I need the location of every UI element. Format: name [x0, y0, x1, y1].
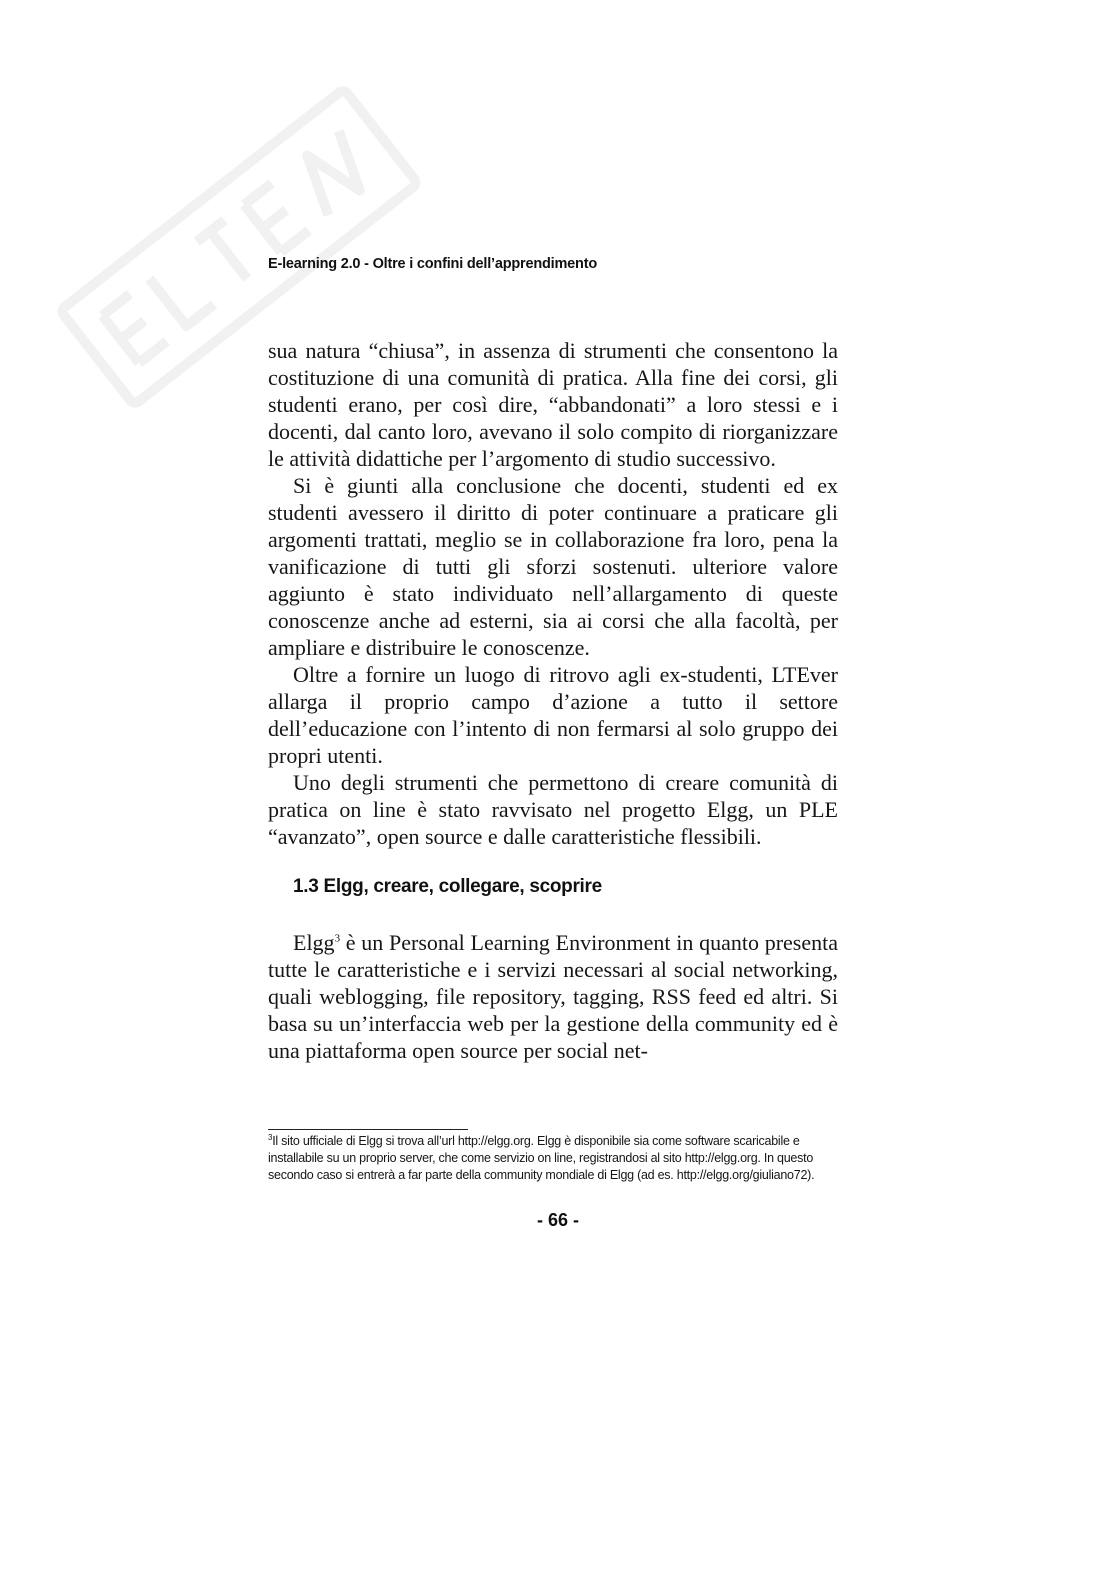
paragraph — [268, 929, 838, 1064]
paragraph: Uno degli strumenti che permettono di creare comunità di pratica on line è stato ravvisato nel progetto Elgg, un PLE “avanzato”, open source e dalle caratteristiche flessibili. — [268, 770, 838, 849]
page-number: - 66 - — [536, 1210, 579, 1230]
footnote-marker: 3 — [268, 1132, 273, 1142]
section-heading: 1.3 Elgg, creare, collegare, scoprire — [293, 876, 602, 897]
running-head: E-learning 2.0 - Oltre i confini dell’apprendimento — [268, 256, 597, 272]
section-body — [268, 929, 838, 1064]
footnote-reference: 3 — [334, 932, 341, 945]
paragraph-rest: è un Personal Learning Environment in quanto presenta tutte le caratteristiche e i servizi necessari al social networking, quali weblogging, file repository, tagging, RSS feed ed altri. Si basa su un’interfaccia web per la gestione della community ed è una piattaforma open source per social net- — [268, 930, 838, 1063]
paragraph: Oltre a fornire un luogo di ritrovo agli ex-studenti, LTEver allarga il proprio campo d’azione a tutto il settore dell’educazione con l’intento di non fermarsi al solo gruppo dei propri utenti. — [268, 662, 838, 768]
paragraph-lead: Elgg — [293, 930, 335, 955]
paragraph: Si è giunti alla conclusione che docenti, studenti ed ex studenti avessero il diritto di poter continuare a praticare gli argomenti trattati, meglio se in collaborazione fra loro, pena la vanificazione di tutti gli sforzi sostenuti. ulteriore valore aggiunto è stato individuato nell’allargamento di queste conoscenze anche ad esterni, sia ai corsi che alla facoltà, per ampliare e distribuire le conoscenze. — [268, 473, 838, 660]
footnote-text: Il sito ufficiale di Elgg si trova all’url http://elgg.org. Elgg è disponibile sia come software scaricabile e installabile su un proprio server, che come servizio on line, registrandosi al sito http://elgg.org. In questo secondo caso si entrerà a far parte della community mondiale di Elgg (ad es. http://elgg.org/giuliano72). — [268, 1134, 815, 1182]
footnote-separator — [268, 1129, 468, 1130]
footnote — [268, 1133, 836, 1184]
paragraph: sua natura “chiusa”, in assenza di strumenti che consentono la costituzione di una comunità di pratica. Alla fine dei corsi, gli studenti erano, per così dire, “abbandonati” a loro stessi e i docenti, dal canto loro, avevano il solo compito di riorganizzare le attività didattiche per l’argomento di studio successivo. — [268, 338, 838, 471]
body-text-block — [268, 337, 838, 850]
